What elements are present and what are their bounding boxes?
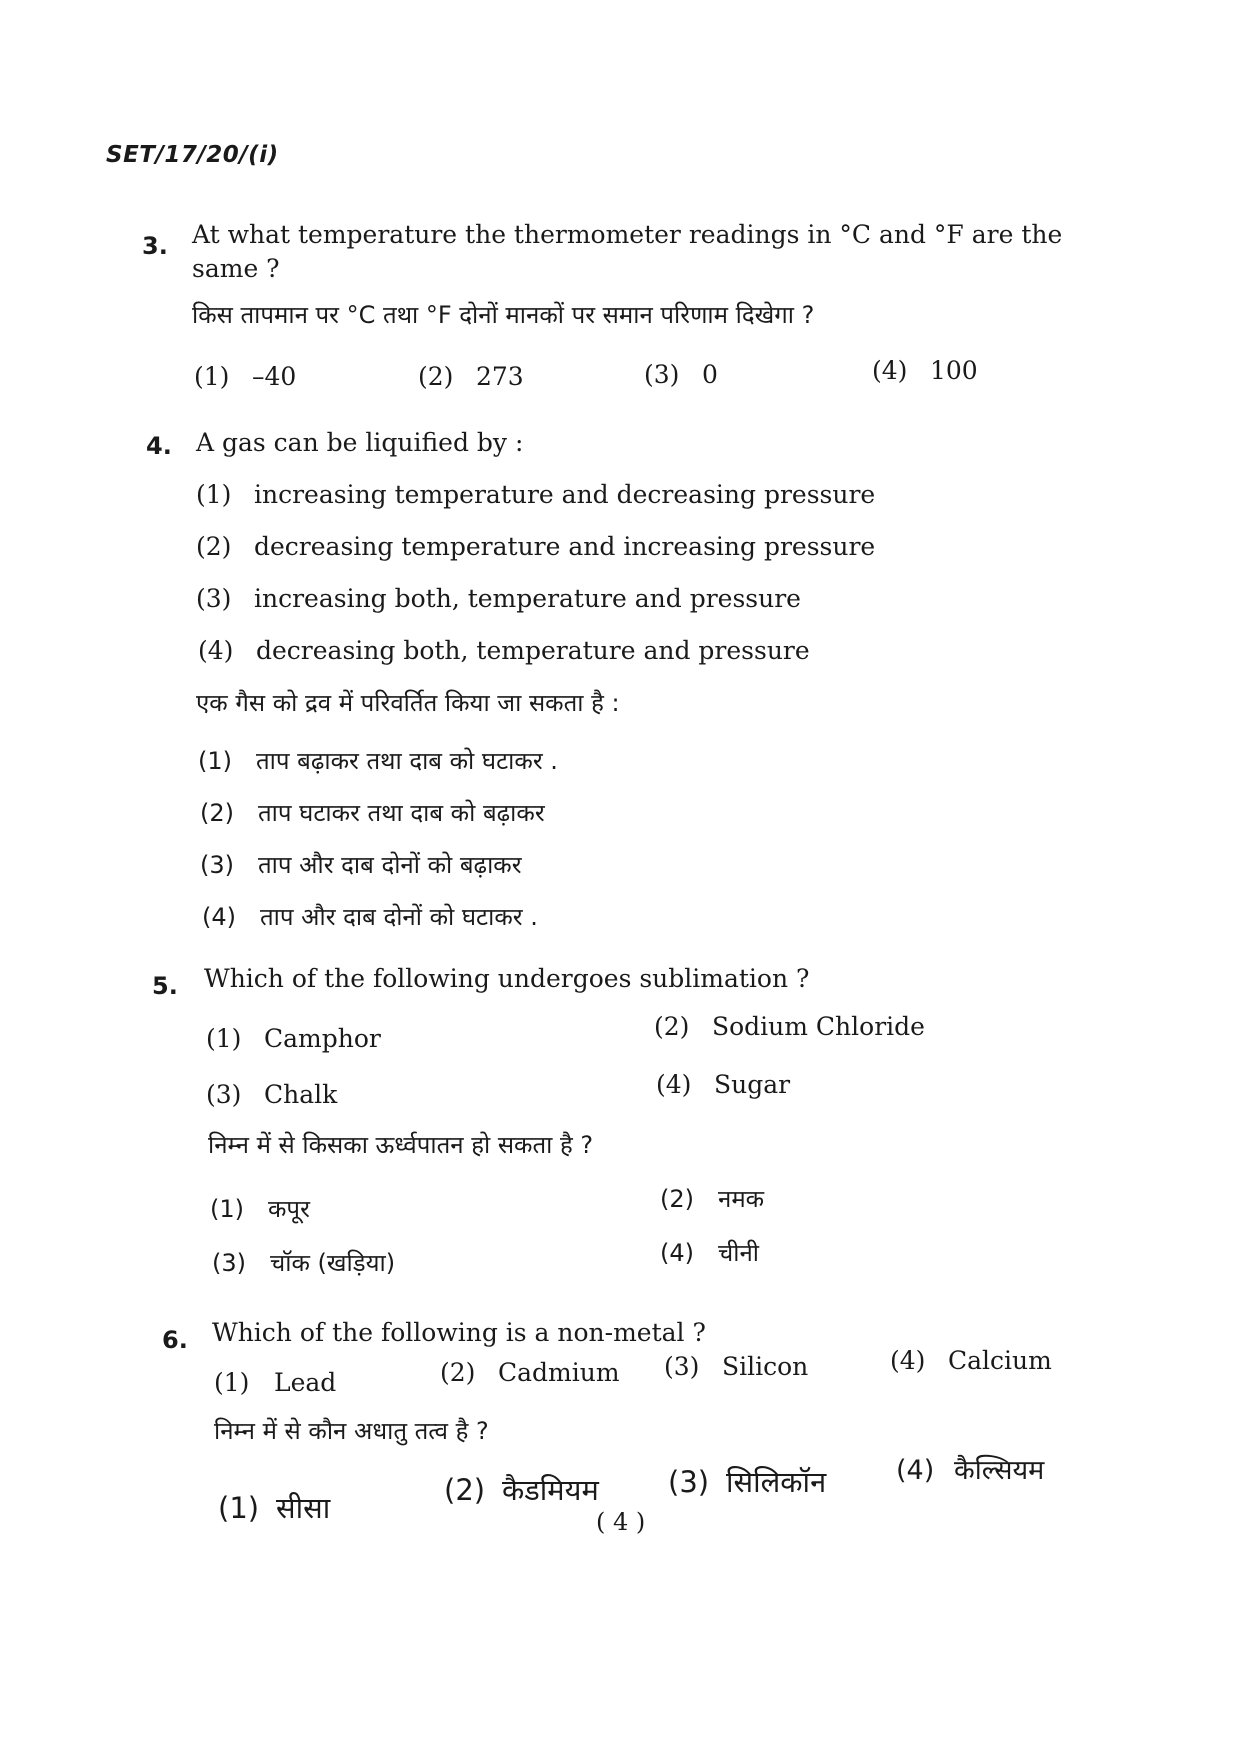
- option-number: (2): [200, 799, 234, 827]
- option-text: चॉक (खड़िया): [270, 1249, 396, 1277]
- option-number: (4): [656, 1070, 692, 1099]
- option-text: decreasing temperature and increasing pressure: [254, 532, 876, 561]
- question-4-text-hi: एक गैस को द्रव में परिवर्तित किया जा सकता है :: [196, 689, 620, 717]
- question-3-text-hi: किस तापमान पर °C तथा °F दोनों मानकों पर समान परिणाम दिखेगा ?: [192, 301, 815, 329]
- question-6-option-2-hi: [444, 1470, 599, 1509]
- question-6-option-1-en: [214, 1368, 336, 1397]
- option-number: (1): [194, 362, 230, 391]
- option-number: (3): [196, 584, 232, 613]
- question-4-option-4-en: [198, 636, 810, 665]
- option-number: (4): [660, 1239, 694, 1267]
- question-5-option-4-hi: [660, 1236, 759, 1269]
- option-number: (1): [210, 1195, 244, 1223]
- option-text: decreasing both, temperature and pressure: [256, 636, 810, 665]
- question-4-option-1-hi: [198, 744, 558, 777]
- question-5-option-2-en: [654, 1012, 925, 1041]
- option-number: (4): [896, 1455, 935, 1486]
- question-5-text-hi: निम्न में से किसका ऊर्ध्वपातन हो सकता है ?: [208, 1131, 594, 1159]
- option-number: (4): [198, 636, 234, 665]
- question-3-text-en: At what temperature the thermometer readings in °C and °F are the same ?: [192, 220, 1063, 283]
- question-5-option-3-hi: [212, 1246, 395, 1279]
- option-number: (4): [872, 356, 908, 385]
- option-number: (3): [212, 1249, 246, 1277]
- question-5-text-en: Which of the following undergoes sublimation ?: [204, 964, 810, 993]
- question-4-option-1-en: [196, 480, 875, 509]
- option-text: Cadmium: [498, 1358, 620, 1387]
- question-6-option-3-en: [664, 1352, 808, 1381]
- option-number: (4): [202, 903, 236, 931]
- option-text: सिलिकॉन: [726, 1465, 827, 1499]
- option-number: (2): [660, 1185, 694, 1213]
- option-text: Lead: [274, 1368, 337, 1397]
- option-number: (1): [206, 1024, 242, 1053]
- option-text: –40: [252, 362, 297, 391]
- question-6-text-en: Which of the following is a non-metal ?: [212, 1318, 706, 1347]
- question-5-option-2-hi: [660, 1182, 764, 1215]
- option-number: (1): [218, 1491, 260, 1525]
- option-number: (1): [198, 747, 232, 775]
- page-number: ( 4 ): [596, 1508, 646, 1536]
- option-text: 0: [702, 360, 718, 389]
- option-text: ताप घटाकर तथा दाब को बढ़ाकर: [258, 799, 545, 827]
- option-number: (3): [200, 851, 234, 879]
- option-text: increasing temperature and decreasing pressure: [254, 480, 876, 509]
- question-4-text-en: A gas can be liquified by :: [196, 428, 524, 457]
- option-text: Camphor: [264, 1024, 381, 1053]
- question-6-option-1-hi: [218, 1488, 330, 1527]
- question-6-option-4-hi: [896, 1450, 1044, 1487]
- option-text: कैडमियम: [502, 1473, 599, 1507]
- option-number: (2): [654, 1012, 690, 1041]
- option-text: कपूर: [268, 1195, 310, 1223]
- option-text: नमक: [718, 1185, 765, 1213]
- option-number: (3): [668, 1465, 710, 1499]
- option-text: कैल्सियम: [954, 1455, 1045, 1486]
- question-4-option-2-hi: [200, 796, 545, 829]
- question-6-number: 6.: [162, 1326, 188, 1354]
- option-text: Sugar: [714, 1070, 791, 1099]
- option-text: ताप और दाब दोनों को बढ़ाकर: [258, 851, 522, 879]
- question-3-option-1: [194, 362, 296, 391]
- option-number: (3): [206, 1080, 242, 1109]
- question-4-option-4-hi: [202, 900, 538, 933]
- question-3-option-4: [872, 356, 978, 385]
- option-text: Sodium Chloride: [712, 1012, 925, 1041]
- question-6-text-hi: निम्न में से कौन अधातु तत्व है ?: [214, 1417, 489, 1445]
- question-4-number: 4.: [146, 432, 172, 460]
- option-text: Silicon: [722, 1352, 809, 1381]
- option-number: (3): [664, 1352, 700, 1381]
- option-text: चीनी: [718, 1239, 759, 1267]
- option-number: (3): [644, 360, 680, 389]
- option-text: सीसा: [276, 1491, 331, 1525]
- question-5-option-1-hi: [210, 1192, 310, 1225]
- question-4-option-3-en: [196, 584, 801, 613]
- question-5-option-4-en: [656, 1070, 790, 1099]
- question-6-option-3-hi: [668, 1462, 826, 1501]
- question-6-option-4-en: [890, 1346, 1052, 1375]
- option-number: (2): [440, 1358, 476, 1387]
- option-text: increasing both, temperature and pressure: [254, 584, 801, 613]
- question-3-option-2: [418, 362, 524, 391]
- option-number: (4): [890, 1346, 926, 1375]
- question-3-number: 3.: [142, 232, 168, 260]
- question-5-option-1-en: [206, 1024, 381, 1053]
- question-4-option-3-hi: [200, 848, 522, 881]
- option-text: ताप और दाब दोनों को घटाकर .: [260, 903, 538, 931]
- question-5-option-3-en: [206, 1080, 337, 1109]
- option-number: (2): [444, 1473, 486, 1507]
- question-6-option-2-en: [440, 1358, 620, 1387]
- question-5-number: 5.: [152, 972, 178, 1000]
- option-number: (1): [196, 480, 232, 509]
- option-text: Calcium: [948, 1346, 1052, 1375]
- paper-code: SET/17/20/(i): [106, 142, 279, 168]
- option-text: 100: [930, 356, 978, 385]
- question-3-option-3: [644, 360, 718, 389]
- option-text: ताप बढ़ाकर तथा दाब को घटाकर .: [256, 747, 558, 775]
- option-number: (1): [214, 1368, 250, 1397]
- option-text: 273: [476, 362, 524, 391]
- option-number: (2): [418, 362, 454, 391]
- option-text: Chalk: [264, 1080, 338, 1109]
- question-4-option-2-en: [196, 532, 875, 561]
- option-number: (2): [196, 532, 232, 561]
